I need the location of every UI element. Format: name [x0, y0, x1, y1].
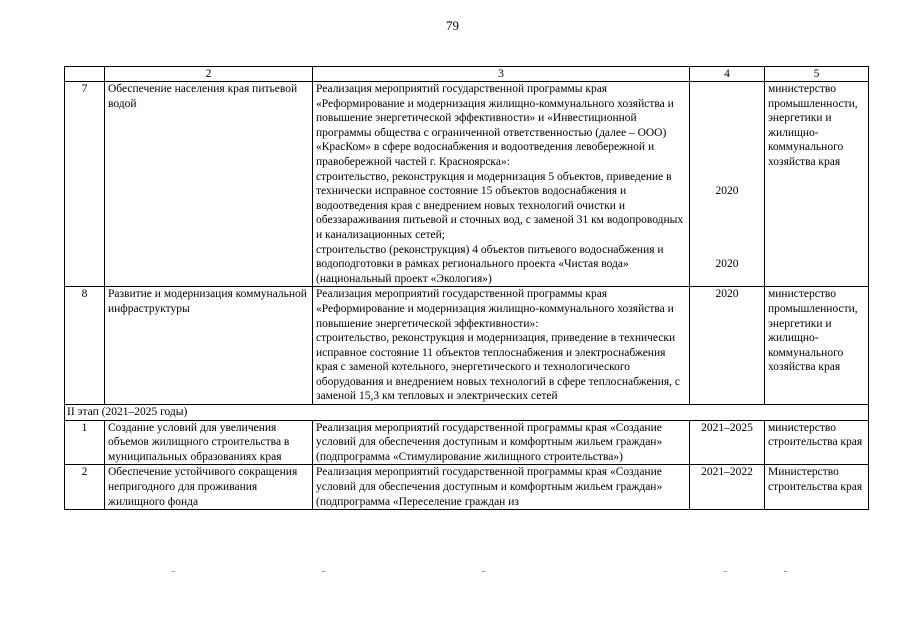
year-cell — [690, 82, 765, 287]
year-cell: 2021–2022 — [690, 465, 765, 510]
measure-paragraph: Реализация мероприятий государственной программы края «Реформирование и модернизация жилищно-коммунального хозяйства и повышение энергетической эффективности» и «Инвестиционной программы общества с ограниченной ответственностью (далее – ООО) «КрасКом» в сфере водоснабжения и водоотведения левобережной и правобережной частей г. Красноярска»: — [316, 83, 674, 168]
table-row — [65, 82, 869, 287]
year-cell: 2020 — [690, 287, 765, 405]
row-number: 1 — [65, 420, 105, 465]
page-number: 79 — [446, 18, 459, 33]
row-number: 2 — [65, 465, 105, 510]
task-cell: Обеспечение устойчивого сокращения непригодного для проживания жилищного фонда — [105, 465, 313, 510]
responsible-cell: министерство промышленности, энергетики и жилищно-коммунального хозяйства края — [765, 287, 869, 405]
header-cell-2: 2 — [105, 67, 313, 82]
header-cell-5: 5 — [765, 67, 869, 82]
table-row — [65, 420, 869, 465]
year-value: 2020 — [715, 185, 739, 198]
measures-table — [64, 66, 869, 510]
year-cell: 2021–2025 — [690, 420, 765, 465]
responsible-cell: министерство строительства края — [765, 420, 869, 465]
measure-paragraph: строительство, реконструкция и модернизация 5 объектов, приведение в технически исправное состояние 15 объектов водоснабжения и водоотведения края с внедрением новых технологий очистки и обеззараживания питьевой и сточных вод, с заменой 31 км водопроводных и канализационных сетей; — [316, 170, 684, 241]
scan-artifact-line — [64, 571, 868, 575]
table-row — [65, 465, 869, 510]
measures-cell — [313, 82, 690, 287]
header-cell-3: 3 — [313, 67, 690, 82]
responsible-cell: министерство промышленности, энергетики и жилищно-коммунального хозяйства края — [765, 82, 869, 287]
measures-cell: Реализация мероприятий государственной программы края «Создание условий для обеспечения доступным и комфортным жильем граждан» (подпрограмма «Стимулирование жилищного строительства») — [313, 420, 690, 465]
measure-paragraph: строительство (реконструкция) 4 объектов питьевого водоснабжения и водоподготовки в рамках регионального проекта «Чистая вода» (национальный проект «Экология») — [316, 243, 664, 285]
stage-heading: II этап (2021–2025 годы) — [65, 405, 869, 421]
responsible-cell: Министерство строительства края — [765, 465, 869, 510]
measures-cell: Реализация мероприятий государственной программы края «Создание условий для обеспечения доступным и комфортным жильем граждан» (подпрограмма «Переселение граждан из — [313, 465, 690, 510]
task-cell: Обеспечение населения края питьевой водой — [105, 82, 313, 287]
table-row — [65, 287, 869, 405]
header-cell-1 — [65, 67, 105, 82]
measure-paragraph: Реализация мероприятий государственной программы края «Реформирование и модернизация жилищно-коммунального хозяйства и повышение энергетической эффективности»: — [316, 288, 674, 330]
stage-heading-row — [65, 405, 869, 421]
year-value: 2020 — [715, 258, 739, 271]
task-cell: Развитие и модернизация коммунальной инфраструктуры — [105, 287, 313, 405]
measures-cell — [313, 287, 690, 405]
table-header-row — [65, 67, 869, 82]
row-number: 8 — [65, 287, 105, 405]
header-cell-4: 4 — [690, 67, 765, 82]
row-number: 7 — [65, 82, 105, 287]
task-cell: Создание условий для увеличения объемов жилищного строительства в муниципальных образованиях края — [105, 420, 313, 465]
measure-paragraph: строительство, реконструкция и модернизация, приведение в технически исправное состояние 11 объектов теплоснабжения и электроснабжения края с заменой котельного, энергетического и технологического оборудования и внедрением новых технологий в сфере теплоснабжения, с заменой 15,3 км тепловых и электрических сетей — [316, 332, 680, 403]
